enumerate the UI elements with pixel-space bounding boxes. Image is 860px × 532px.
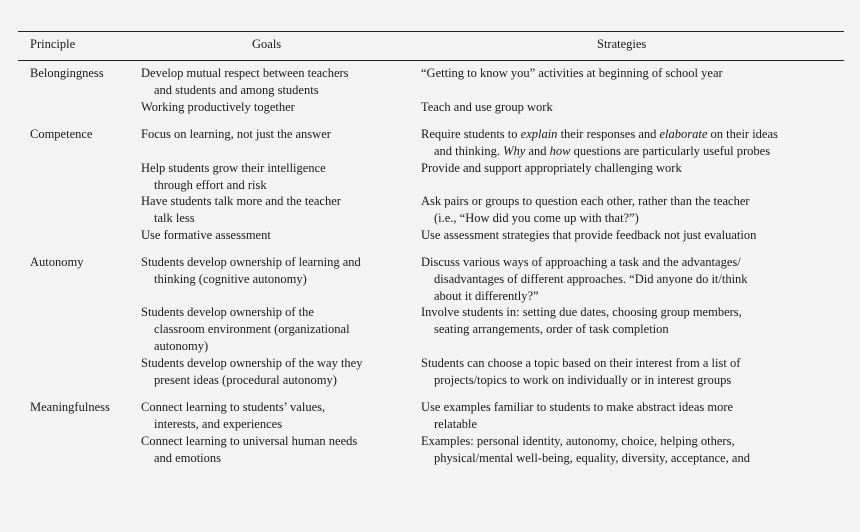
- goal-cell-line: Connect learning to universal human needs: [141, 434, 358, 448]
- strategy-cell-line: Use assessment strategies that provide feedback not just evaluation: [421, 228, 757, 242]
- strategy-cell: [421, 160, 682, 177]
- goal-cell-line: Have students talk more and the teacher: [141, 194, 341, 208]
- strategy-cell-line: Teach and use group work: [421, 100, 553, 114]
- goal-cell: [141, 399, 325, 433]
- strategy-cell-line: about it differently?”: [434, 289, 539, 303]
- strategy-cell: [421, 126, 778, 160]
- goal-cell-line: thinking (cognitive autonomy): [154, 272, 307, 286]
- principle-cell: Meaningfulness: [30, 400, 110, 414]
- header-principle: Principle: [30, 37, 76, 51]
- goal-cell: [141, 99, 295, 116]
- goal-cell: [141, 160, 326, 194]
- goal-cell-line: Working productively together: [141, 100, 295, 114]
- goal-cell-line: Students develop ownership of the way they: [141, 356, 363, 370]
- strategy-cell: [421, 99, 553, 116]
- goal-cell-line: talk less: [154, 211, 195, 225]
- goal-cell: [141, 355, 362, 389]
- header-bottom-rule: [18, 60, 844, 61]
- goal-cell-line: and students and among students: [154, 83, 319, 97]
- goal-cell-line: Connect learning to students’ values,: [141, 400, 326, 414]
- goal-cell: [141, 65, 349, 99]
- strategy-cell-line: Students can choose a topic based on their interest from a list of: [421, 356, 741, 370]
- goal-cell: [141, 193, 341, 227]
- strategy-cell-line: Involve students in: setting due dates, choosing group members,: [421, 305, 742, 319]
- strategy-cell: [421, 227, 756, 244]
- strategy-cell-line: seating arrangements, order of task completion: [434, 322, 669, 336]
- goal-cell-line: present ideas (procedural autonomy): [154, 373, 337, 387]
- strategy-cell: [421, 399, 733, 433]
- goal-cell: [141, 304, 350, 355]
- strategy-cell-line: and thinking. Why and how questions are particularly useful probes: [434, 144, 771, 158]
- strategy-cell-line: physical/mental well-being, equality, diversity, acceptance, and: [434, 451, 750, 465]
- strategy-cell-line: disadvantages of different approaches. “Did anyone do it/think: [434, 272, 748, 286]
- principle-cell: Competence: [30, 127, 93, 141]
- goal-cell-line: Develop mutual respect between teachers: [141, 66, 349, 80]
- table-top-rule: [18, 31, 844, 32]
- strategy-cell: [421, 355, 740, 389]
- strategy-cell-line: Use examples familiar to students to make abstract ideas more: [421, 400, 734, 414]
- goal-cell: [141, 433, 357, 467]
- strategy-cell-line: relatable: [434, 417, 478, 431]
- strategy-cell-line: Discuss various ways of approaching a task and the advantages/: [421, 255, 741, 269]
- goal-cell-line: Help students grow their intelligence: [141, 161, 326, 175]
- principle-cell: Belongingness: [30, 66, 104, 80]
- goal-cell-line: Students develop ownership of learning and: [141, 255, 361, 269]
- strategy-cell-line: projects/topics to work on individually or in interest groups: [434, 373, 732, 387]
- header-strategies: Strategies: [597, 37, 647, 51]
- strategy-cell-line: Examples: personal identity, autonomy, choice, helping others,: [421, 434, 735, 448]
- strategy-cell-line: Provide and support appropriately challenging work: [421, 161, 682, 175]
- goal-cell-line: Use formative assessment: [141, 228, 271, 242]
- goal-cell: [141, 254, 361, 288]
- header-goals: Goals: [252, 37, 282, 51]
- goal-cell-line: Focus on learning, not just the answer: [141, 127, 331, 141]
- goal-cell-line: classroom environment (organizational: [154, 322, 350, 336]
- goal-cell: [141, 227, 271, 244]
- strategy-cell-line: Ask pairs or groups to question each other, rather than the teacher: [421, 194, 750, 208]
- goal-cell-line: and emotions: [154, 451, 222, 465]
- goal-cell-line: through effort and risk: [154, 178, 267, 192]
- strategy-cell-line: (i.e., “How did you come up with that?”): [434, 211, 639, 225]
- goal-cell: [141, 126, 331, 143]
- strategy-cell-line: Require students to explain their responses and elaborate on their ideas: [421, 127, 778, 141]
- strategy-cell: [421, 254, 748, 305]
- goal-cell-line: autonomy): [154, 339, 209, 353]
- strategy-cell: [421, 304, 742, 338]
- strategy-cell: [421, 193, 750, 227]
- strategy-cell-line: “Getting to know you” activities at beginning of school year: [421, 66, 723, 80]
- goal-cell-line: interests, and experiences: [154, 417, 283, 431]
- strategy-cell: [421, 433, 750, 467]
- principle-cell: Autonomy: [30, 255, 84, 269]
- strategy-cell: [421, 65, 723, 82]
- goal-cell-line: Students develop ownership of the: [141, 305, 314, 319]
